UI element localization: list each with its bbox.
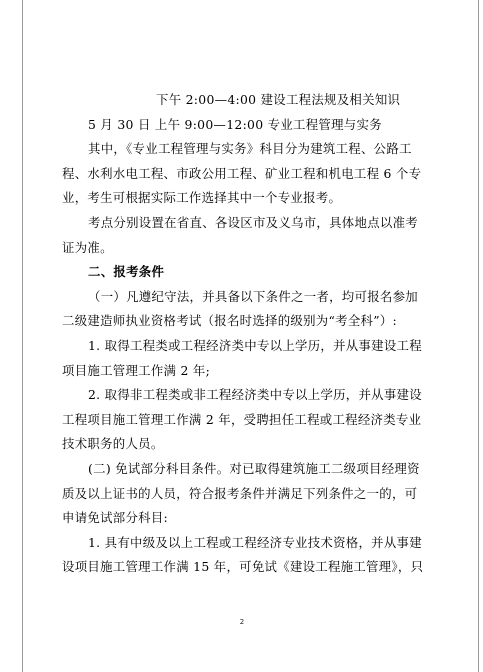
section-heading: 二、报考条件 <box>88 264 165 280</box>
document-body <box>62 88 436 580</box>
paragraph-line: 考点分别设置在省直、各设区市及义乌市，具体地点以准考 <box>88 214 418 230</box>
paragraph-line: 其中，《专业工程管理与实务》科目分为建筑工程、公路工 <box>88 141 412 157</box>
list-item-line: 2. 取得非工程类或非工程经济类中专以上学历，并从事建设 <box>88 387 422 403</box>
list-item-line: 1. 具有中级及以上工程或工程经济专业技术资格，并从事建 <box>88 534 422 550</box>
exam-schedule-may30: 5 月 30 日 上午 9:00—12:00 专业工程管理与实务 <box>88 116 382 132</box>
list-item-line: 项目施工管理工作满 2 年; <box>62 362 211 378</box>
list-item-line: 技术职务的人员。 <box>62 436 164 452</box>
page-number: 2 <box>239 618 245 626</box>
paragraph-line: 业，考生可根据实际工作选择其中一个专业报考。 <box>62 190 342 206</box>
paragraph-line: （一）凡遵纪守法，并具备以下条件之一者，均可报名参加 <box>88 288 418 304</box>
paragraph-line: 二级建造师执业资格考试（报名时选择的级别为“考全科”）: <box>62 313 398 329</box>
list-item-line: 工程项目施工管理工作满 2 年，受聘担任工程或工程经济类专业 <box>62 411 422 427</box>
list-item-line: 设项目施工管理工作满 15 年，可免试《建设工程施工管理》，只 <box>62 559 424 575</box>
paragraph-line: 质及以上证书的人员，符合报考条件并满足下列条件之一的，可 <box>62 485 418 501</box>
page-border-right <box>478 0 479 672</box>
paragraph-line: 申请免试部分科目: <box>62 510 168 526</box>
paragraph-line: 程、水利水电工程、市政公用工程、矿业工程和机电工程 6 个专 <box>62 165 422 181</box>
paragraph-line: 证为准。 <box>62 239 113 255</box>
page-border-left <box>22 0 23 672</box>
list-item-line: 1. 取得工程类或工程经济类中专以上学历，并从事建设工程 <box>88 337 422 353</box>
paragraph-line: (二) 免试部分科目条件。对已取得建筑施工二级项目经理资 <box>88 460 420 476</box>
exam-schedule-afternoon: 下午 2:00—4:00 建设工程法规及相关知识 <box>156 92 401 107</box>
